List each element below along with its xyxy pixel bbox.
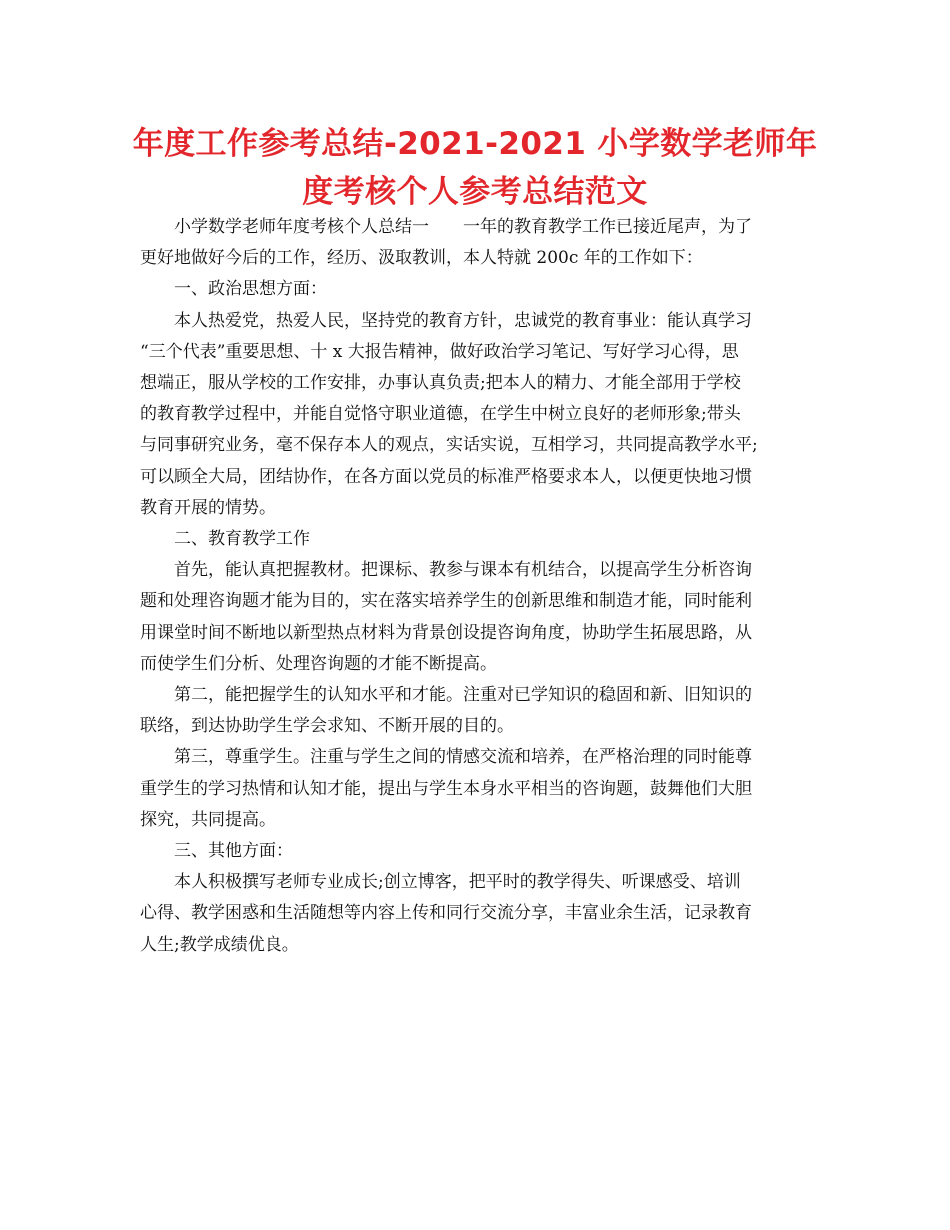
intro-paragraph-cont [140, 243, 820, 274]
title-line-1: 年度工作参考总结-2021-2021 小学数学老师年 [132, 126, 818, 162]
teaching-paragraph-1-cont [140, 586, 820, 680]
body-line: 三、其他方面： [174, 841, 293, 862]
body-line: 本人热爱党，热爱人民，坚持党的教育方针，忠诚党的教育事业：能认真学习 [174, 310, 752, 331]
body-line: 小学数学老师年度考核个人总结一 一年的教育教学工作已接近尾声，为了 [174, 217, 752, 237]
body-line: 二、教育教学工作 [174, 529, 310, 550]
teaching-paragraph-1 [140, 555, 820, 586]
body-line: 的教育教学过程中，并能自觉恪守职业道德，在学生中树立良好的老师形象;带头 [140, 404, 741, 425]
body-line: 心得、教学困惑和生活随想等内容上传和同行交流分享，丰富业余生活，记录教育 [140, 903, 752, 924]
section-heading [140, 274, 820, 305]
body-line: 重学生的学习热情和认知才能，提出与学生本身水平相当的咨询题，鼓舞他们大胆 [140, 778, 752, 799]
body-line: 与同事研究业务，毫不保存本人的观点，实话实说，互相学习，共同提高教学水平; [140, 435, 758, 456]
section-heading [140, 836, 820, 867]
intro-paragraph [140, 212, 820, 243]
body-line: 探究，共同提高。 [140, 809, 276, 830]
political-paragraph [140, 306, 820, 337]
body-line: 一、政治思想方面： [174, 279, 327, 300]
body-line: 本人积极撰写老师专业成长;创立博客，把平时的教学得失、听课感受、培训 [174, 872, 741, 893]
body-line: 更好地做好今后的工作，经历、汲取教训，本人特就 200c 年的工作如下： [140, 248, 703, 269]
body-line: 第二，能把握学生的认知水平和才能。注重对已学知识的稳固和新、旧知识的 [174, 685, 752, 706]
section-heading [140, 524, 820, 555]
document-title [130, 120, 820, 216]
political-paragraph-cont [140, 337, 820, 524]
teaching-paragraph-3 [140, 742, 820, 773]
body-line: 人生;教学成绩优良。 [140, 934, 299, 955]
other-paragraph [140, 867, 820, 898]
teaching-paragraph-2-cont [140, 711, 820, 742]
body-line: 联络，到达协助学生学会求知、不断开展的目的。 [140, 716, 514, 737]
body-line: 可以顾全大局，团结协作，在各方面以党员的标准严格要求本人，以便更快地习惯 [140, 466, 752, 487]
document-body [140, 212, 820, 961]
teaching-paragraph-2 [140, 680, 820, 711]
body-line: 想端正，服从学校的工作安排，办事认真负责;把本人的精力、才能全部用于学校 [140, 373, 741, 394]
body-line: 题和处理咨询题才能为目的，实在落实培养学生的创新思维和制造才能，同时能利 [140, 591, 752, 612]
title-line-2: 度考核个人参考总结范文 [302, 174, 648, 210]
body-line: 而使学生们分析、处理咨询题的才能不断提高。 [140, 653, 497, 674]
body-line: 用课堂时间不断地以新型热点材料为背景创设提咨询角度，协助学生拓展思路，从 [140, 622, 752, 643]
body-line: 第三，尊重学生。注重与学生之间的情感交流和培养，在严格治理的同时能尊 [174, 747, 752, 768]
body-line: “三个代表”重要思想、十 x 大报告精神，做好政治学习笔记、写好学习心得，思 [140, 341, 739, 362]
teaching-paragraph-3-cont [140, 774, 820, 836]
other-paragraph-cont [140, 898, 820, 960]
body-line: 教育开展的情势。 [140, 497, 276, 518]
body-line: 首先，能认真把握教材。把课标、教参与课本有机结合，以提高学生分析咨询 [174, 560, 752, 581]
